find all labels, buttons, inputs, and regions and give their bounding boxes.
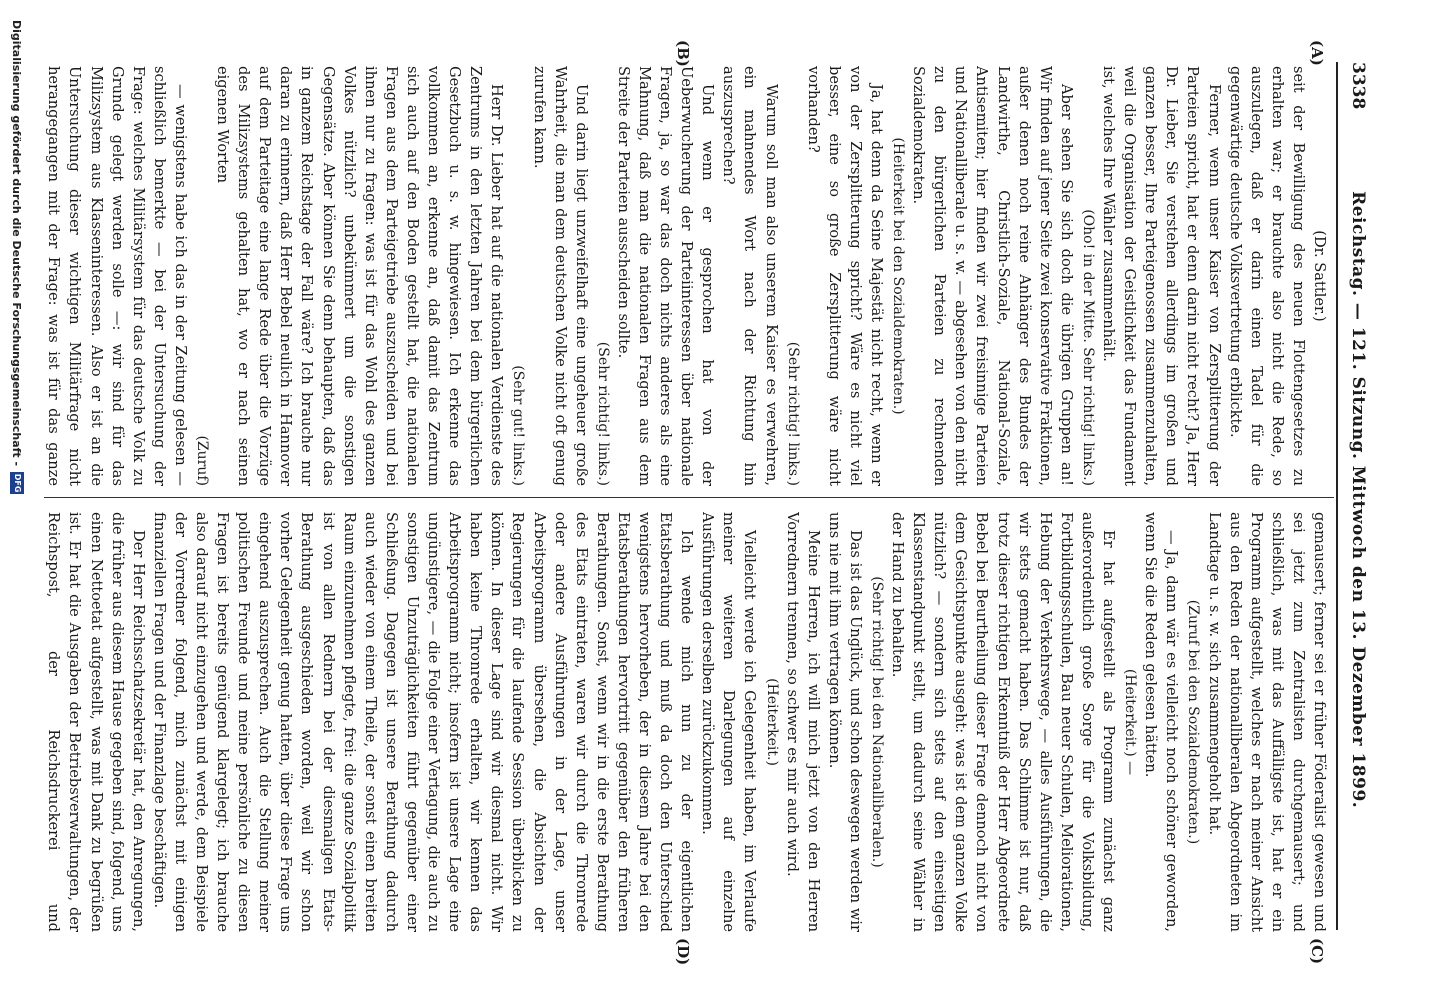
- paragraph: Der Herr Reichsschatzsekretär hat, den Anregungen, die früher aus diesem Hause gegeben sind, folgend, uns einen Nettoetat aufgestellt, was mit Dank zu begrüßen ist. Er hat die Ausgaben der Betriebsverwaltungen, der Reichspost, der Reichsdruckerei und: [45, 512, 147, 932]
- speaker-label: (Dr. Sattler.): [1311, 230, 1328, 322]
- interjection: (Heiterkeit.): [763, 678, 780, 766]
- digitization-note: [10, 20, 24, 980]
- left-column: [40, 66, 1330, 486]
- paragraph: Ferner, wenn unser Kaiser von Zersplitterung der Parteien spricht, hat er denn darin nicht recht? Ja, Herr Dr. Lieber, Sie verstehen allerdings im großen und ganzen besser, Ihre Parteigenossen zusammenzuhalten, weil die Organisation der Geistlichkeit das Fundament ist, welches Ihre Wähler zusammenhält.: [1100, 66, 1223, 486]
- interjection: (Heiterkeit.) —: [1122, 668, 1139, 776]
- dfg-logo-icon: DFG: [10, 472, 24, 494]
- interjection: (Sehr richtig! links.): [784, 341, 801, 486]
- paragraph: Und wenn er gesprochen hat von der Ueberwucherung der Parteiinteressen über nationale Fragen, ja, so war das doch nichts anderes als eine Mahnung, daß man die nationalen Fragen aus dem Streite der Parteien ausscheiden sollte.: [614, 66, 717, 486]
- header-rule: [1336, 62, 1338, 930]
- paragraph: Er hat aufgestellt als Programm zunächst ganz außerordentlich große Sorge für die Volksbildung, Fortbildungsschulen, Bau neuer Schulen, Meliorationen, Hebung der Verkehrswege, — alles Ausführungen, die wir stets gemacht haben. Das Schlimme ist nur, daß trotz dieser richtigen Erkenntniß der Herr Abgeordnete Bebel bei Beurtheilung dieser Frage dennoch nicht von dem Gesichtspunkte ausgeht: was ist dem ganzen Volke nützlich? — sondern sich stets auf den einseitigen Klassenstandpunkt stellt, um dadurch seine Wähler in der Hand zu behalten.: [889, 512, 1118, 932]
- interjection: (Sehr richtig! links.): [594, 341, 611, 486]
- paragraph: gemausert; ferner sei er früher Föderalist gewesen und sei jetzt zum Zentralisten durchgemausert; und schließlich, was mit das Auffälligste ist, hat er ein Programm aufgestellt, welches er nach meiner Ansicht aus den Reden der nationalliberalen Abgeordneten im Landtage u. s. w. sich zusammengeholt hat.: [1205, 512, 1328, 932]
- paragraph: Vielleicht werde ich Gelegenheit haben, im Verlaufe meiner weiteren Darlegungen auf einzelne Ausführungen derselben zurückzukommen.: [699, 512, 759, 932]
- paragraph: Meine Herren, ich will mich jetzt von den Herren Vorrednern trennen, so schwer es mir auch wird.: [783, 512, 822, 932]
- interjection: (Sehr richtig! bei den Nationalliberalen.): [869, 576, 886, 868]
- interjection: (Heiterkeit bei den Sozialdemokraten.): [890, 137, 907, 415]
- paragraph: Warum soll man also unserem Kaiser es verwehren, ein mahnendes Wort nach der Richtung hin auszusprechen?: [720, 66, 780, 486]
- margin-letter-d: (D): [674, 938, 692, 966]
- paragraph: — wenigstens habe ich das in der Zeitung gelesen — schließlich bemerkte — bei der Untersuchung der Frage: welches Militärsystem für das deutsche Volk zu Grunde gelegt werden solle —: wir sind für das Milizsystem aus Klasseninteressen. Also er ist an die Untersuchung dieser wichtigen Militärfrage nicht herangegangen mit der Frage: was ist für das ganze: [45, 66, 189, 486]
- paragraph: Ich wende mich nun zu der eigentlichen Etatsberathung und muß da doch den Unterschied wenigstens hervorheben, der in diesem Jahre bei den Etatsberathungen hervortritt gegenüber den früheren Berathungen. Sonst, wenn wir in die erste Berathung des Etats eintraten, waren wir durch die Thronrede oder andere Ausführungen in der Lage, unser Arbeitsprogramm übersehen, die Absichten der Regierungen für die laufende Session überblicken zu können. In dieser Lage sind wir diesmal nicht. Wir haben keine Thronrede erhalten, wir kennen das Arbeitsprogramm nicht; insofern ist unsere Lage eine ungünstigere, — die Folge einer Vertagung, die auch zu sonstigen Unzuträglichkeiten führt gegenüber einer Schließung. Dagegen ist unsere Berathung dadurch auch wieder von einem Theile, der sonst einen breiten Raum einzunehmen pflegte, frei: die ganze Sozialpolitik ist von allen Rednern bei der diesmaligen Etats-Berathung ausgeschieden worden, weil wir schon vorher Gelegenheit genug hatten, über diese Frage uns eingehend auszusprechen. Auch die Stellung meiner politischen Freunde und meine persönliche zu diesen Fragen ist bereits genügend klargelegt; ich brauche also darauf nicht einzugehen und werde, dem Beispiele der Vorredner folgend, mich zunächst mit einigen finanziellen Fragen und der Finanzlage beschäftigen.: [150, 512, 696, 932]
- margin-letter-b: (B): [674, 40, 692, 67]
- paragraph: seit der Bewilligung des neuen Flottengesetzes zu erhalten war; er brauchte also nicht die Rede, so auszulegen, daß er darin einen Tadel für die gegenwärtige deutsche Volksvertretung erblickte.: [1226, 66, 1307, 486]
- interjection: (Zuruf): [194, 435, 211, 486]
- paragraph: Und darin liegt unzweifelhaft eine ungeheuer große Wahrheit, die man dem deutschen Volke nicht oft genug zurufen kann.: [530, 66, 590, 486]
- page-title: Reichstag. — 121. Sitzung. Mittwoch den 13. Dezember 1899.: [1348, 191, 1368, 809]
- page-number: 3338: [1348, 62, 1368, 110]
- margin-letter-a: (A): [1308, 40, 1326, 66]
- paragraph: Herr Dr. Lieber hat auf die nationalen Verdienste des Zentrums in den letzten Jahren bei dem bürgerlichen Gesetzbuch u. s. w. hingewiesen. Ich erkenne das vollkommen an, erkenne an, daß damit das Zentrum sich auch auf den Boden gestellt hat, die nationalen Fragen aus dem Parteigetriebe auszuscheiden und bei ihnen nur zu fragen: was ist für das Wohl des ganzen Volkes nützlich? unbekümmert um die sonstigen Gegensätze. Aber können Sie denn behaupten, daß das in ganzem Reichstage der Fall wäre? Ich brauche nur daran zu erinnern, daß Herr Bebel neulich in Hannover auf dem Parteitage eine lange Rede über die Vorzüge des Milizsystems gehalten hat, wo er nach seinen eigenen Worten: [214, 66, 506, 486]
- margin-letter-c: (C): [1308, 938, 1326, 965]
- interjection: (Zuruf bei den Sozialdemokraten.): [1185, 599, 1202, 845]
- interjection: (Oho! in der Mitte. Sehr richtig! links.): [1079, 209, 1096, 486]
- interjection: (Sehr gut! links.): [510, 365, 527, 486]
- paragraph: — Ja, dann wär es vielleicht noch schöner geworden, wenn Sie die Reden gelesen hätten.: [1142, 512, 1181, 932]
- column-divider: [44, 497, 1334, 498]
- digitization-text: Digitalisierung gefördert durch die Deutsche Forschungsgemeinschaft -: [10, 20, 24, 467]
- right-column: [40, 512, 1330, 932]
- paragraph: Das ist das Unglück, und schon deswegen werden wir uns nie mit ihm vertragen können.: [825, 512, 864, 932]
- page-header: [1342, 62, 1374, 930]
- paragraph: Aber sehen Sie sich doch die übrigen Gruppen an! Wir finden auf jener Seite zwei konservative Fraktionen, außer denen noch reine Anhänger des Bundes der Landwirthe, Christlich-Soziale, National-Soziale, Antisemiten; hier finden wir zwei freisinnige Parteien und Nationalliberale u. s. w. — abgesehen von den nicht zu den bürgerlichen Parteien zu rechnenden Sozialdemokraten.: [910, 66, 1075, 486]
- paragraph: Ja, hat denn da Seine Majestät nicht recht, wenn er von der Zersplitterung spricht? Wäre es nicht viel besser, eine so große Zersplitterung wäre nicht vorhanden?: [804, 66, 886, 486]
